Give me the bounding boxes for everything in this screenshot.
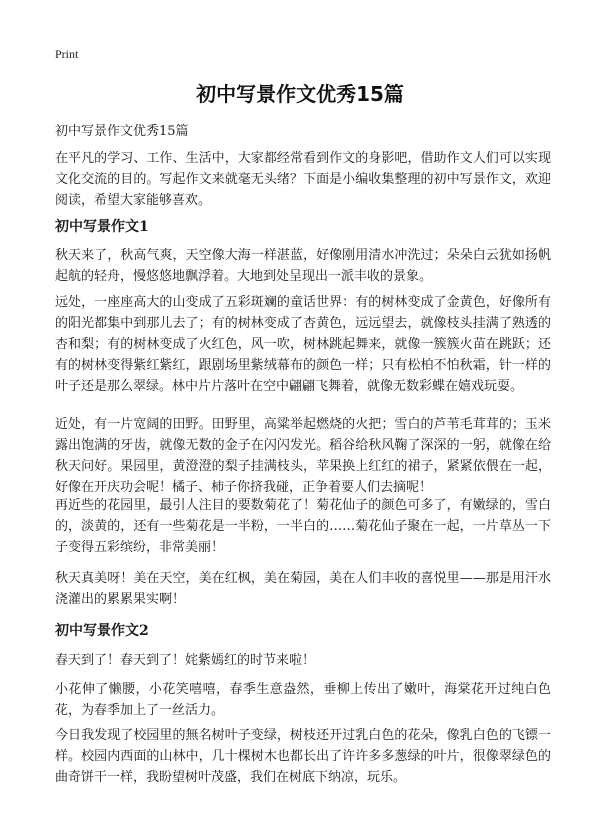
document-subtitle: 初中写景作文优秀15篇	[55, 124, 189, 139]
intro-paragraph: 在平凡的学习、工作、生活中，大家都经常看到作文的身影吧，借助作文人们可以实现文化交流的目的。写起作文来就毫无头绪？下面是小编收集整理的初中写景作文，欢迎阅读，希望大家能够喜欢。	[55, 151, 551, 208]
essay1-paragraph-4: 再近些的花园里，最引人注目的要数菊花了！菊花仙子的颜色可多了，有嫩绿的，雪白的，淡黄的，还有一些菊花是一半粉，一半白的……菊花仙子聚在一起，一片草丛一下子变得五彩缤纷，非常美丽！	[55, 498, 551, 555]
essay2-paragraph-2: 小花伸了懒腰，小花笑嘻嘻，春季生意盎然，垂柳上传出了嫩叶，海棠花开过纯白色花，为春季加上了一丝活力。	[55, 682, 551, 718]
essay1-paragraph-5: 秋天真美呀！美在天空，美在红枫，美在菊园，美在人们丰收的喜悦里——那是用汗水浇灌出的累累果实啊！	[55, 571, 551, 607]
essay1-paragraph-1: 秋天来了，秋高气爽，天空像大海一样湛蓝，好像刚用清水冲洗过；朵朵白云犹如扬帆起航的轻舟，慢悠悠地飘浮着。大地到处呈现出一派丰收的景象。	[55, 248, 551, 284]
essay1-paragraph-3: 近处，有一片宽阔的田野。田野里，高粱举起燃烧的火把；雪白的芦苇毛茸茸的；玉米露出饱满的牙齿，就像无数的金子在闪闪发光。稻谷给秋风鞠了深深的一躬，就像在给秋天问好。果园里，黄澄澄的梨子挂满枝头，苹果换上红红的裙子，紧紧依偎在一起，好像在开庆功会呢！橘子、柿子你挤我碰，正争着要人们去摘呢！	[55, 417, 551, 495]
essay2-paragraph-1: 春天到了！春天到了！姹紫嫣红的时节来啦！	[55, 653, 316, 668]
essay2-paragraph-3: 今日我发现了校园里的無名树叶子变绿，树枝还开过乳白色的花朵，像乳白色的飞镖一样。校园内西面的山林中，几十棵树木也都长出了许许多多葱绿的叶片，很像翠绿色的曲奇饼干一样，我盼望树叶茂盛，我们在树底下纳凉，玩乐。	[55, 728, 551, 785]
page-title: 初中写景作文优秀15篇	[196, 82, 404, 106]
print-link[interactable]: Print	[55, 47, 79, 61]
essay1-heading: 初中写景作文1	[55, 219, 149, 235]
essay2-heading: 初中写景作文2	[55, 623, 149, 639]
essay1-paragraph-2: 远处，一座座高大的山变成了五彩斑斓的童话世界：有的树林变成了金黄色，好像所有的阳光都集中到那儿去了；有的树林变成了杏黄色，远远望去，就像枝头挂满了熟透的杏和梨；有的树林变成了火红色，风一吹，树林跳起舞来，就像一簇簇火苗在跳跃；还有的树林变得紫红紫红，跟剧场里紫绒幕布的颜色一样；只有松柏不怕秋霜，针一样的叶子还是那么翠绿。林中片片落叶在空中翩翩飞舞着，就像无数彩蝶在嬉戏玩耍。	[55, 295, 551, 394]
